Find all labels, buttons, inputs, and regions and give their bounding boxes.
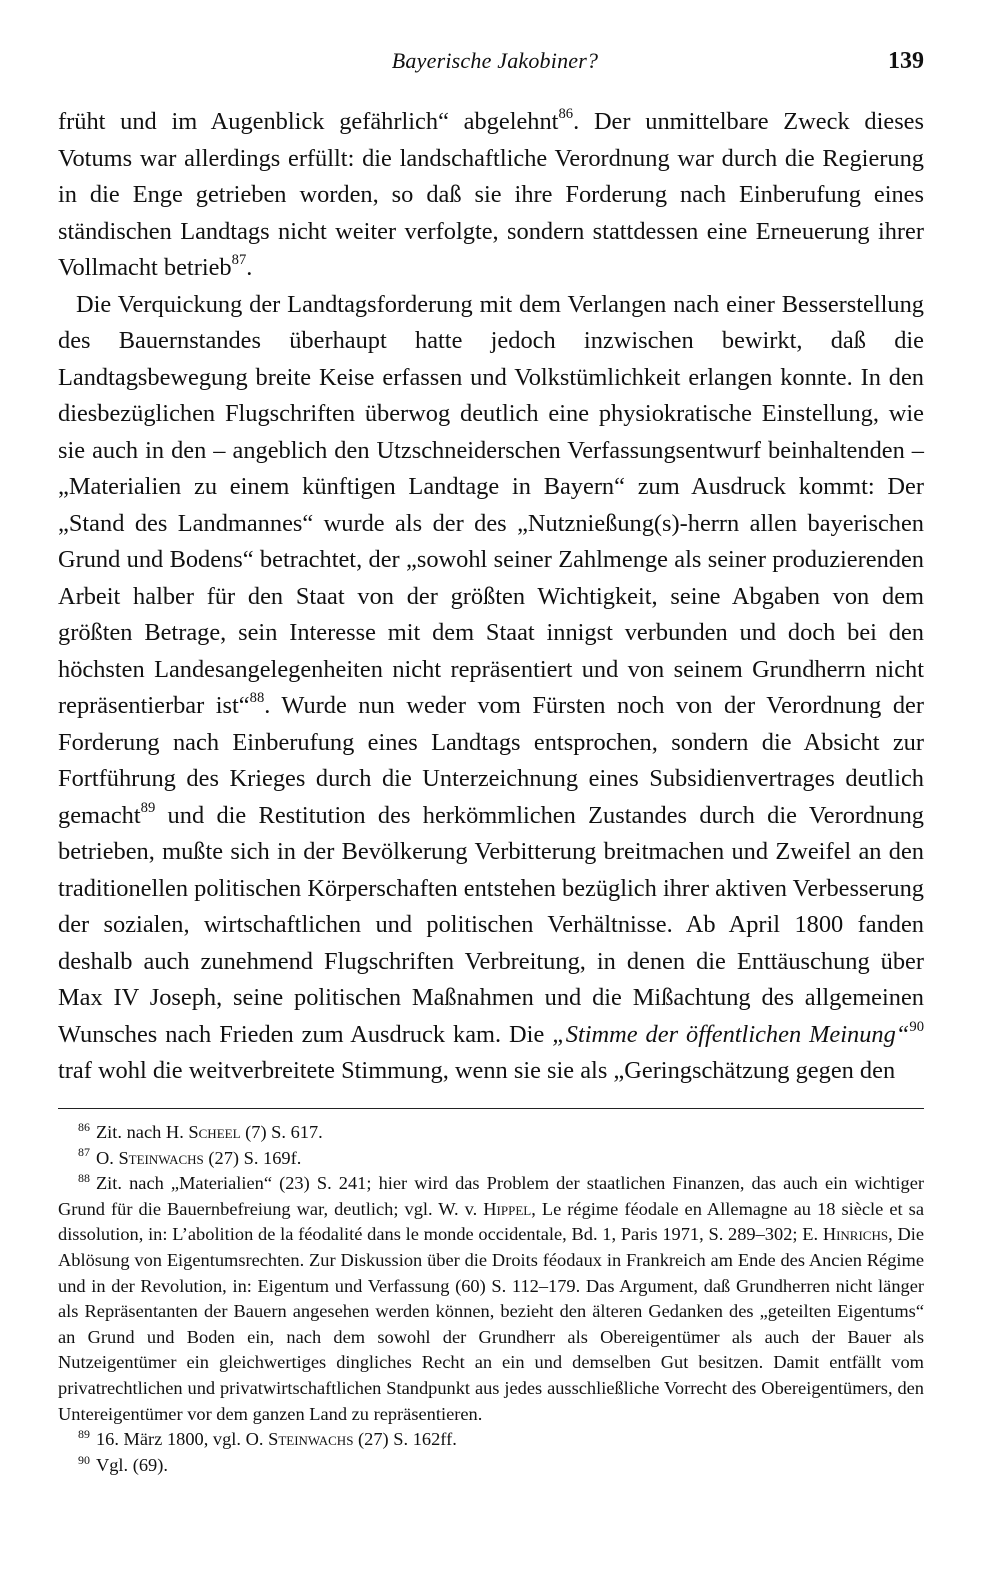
author-name: Scheel	[188, 1122, 241, 1142]
author-name: Steinwachs	[118, 1147, 204, 1168]
author-name: Hinrichs	[822, 1224, 889, 1245]
page-number: 139	[888, 48, 924, 74]
footnote-87	[58, 1146, 924, 1172]
footnote-number: 88	[78, 1171, 90, 1186]
footnote-ref-89[interactable]: 89	[140, 799, 156, 816]
paragraph-text: . Wurde nun weder vom Fürsten noch von der Verordnung der Forderung nach Einberufung eines Landtags entsprochen, sondern die Absicht zur Fortführung des Krieges durch die Unterzeichnung eines Subsidienvertrages deutlich gemacht	[58, 692, 924, 829]
footnote-ref-90[interactable]: 90	[909, 1018, 924, 1035]
footnote-number: 89	[78, 1426, 90, 1441]
footnote-ref-87[interactable]: 87	[231, 252, 247, 269]
footnote-divider	[58, 1108, 924, 1109]
footnote-text: (7) S. 617.	[240, 1122, 323, 1142]
footnote-text: (27) S. 169f.	[203, 1147, 302, 1168]
footnote-text: Zit. nach „Materialien“ (23) S. 241; hier wird das Problem der staatlichen Finanzen, das auch ein wichtiger Grund für die Bauernbefreiung war, deutlich; vgl. W. v.	[58, 1173, 924, 1219]
author-name: Hippel	[483, 1198, 532, 1219]
italic-quote: „Stimme der öffentlichen Meinung“	[552, 1020, 910, 1048]
footnote-ref-88[interactable]: 88	[249, 690, 265, 707]
footnote-text: Zit. nach H.	[95, 1122, 189, 1142]
footnote-ref-86[interactable]: 86	[558, 106, 574, 123]
footnote-number: 86	[78, 1119, 90, 1134]
footnote-text: O.	[95, 1147, 119, 1168]
footnotes	[58, 1120, 924, 1478]
footnote-90	[58, 1453, 924, 1479]
page-header	[60, 42, 930, 82]
paragraph-text: .	[246, 254, 253, 281]
footnote-89	[58, 1427, 924, 1453]
paragraph-text: traf wohl die weitverbreitete Stimmung, wenn sie sie als „Geringschätzung gegen den	[58, 1057, 896, 1084]
footnote-text: , Le régime féodale en Allemagne au 18 siècle et sa dissolution, in: L’abolition de la féodalité dans le monde occidentale, Bd. 1, Paris 1971, S. 289–302; E.	[58, 1198, 924, 1245]
paragraph-text: Die Verquickung der Landtagsforderung mit dem Verlangen nach einer Besserstellung des Bauernstandes überhaupt hatte jedoch inzwischen bewirkt, daß die Landtagsbewegung breite Keise erfassen und Volkstümlichkeit erlangen konnte. In den diesbezüglichen Flugschriften überwog deutlich eine physiokratische Einstellung, wie sie auch in den – angeblich den Utzschneiderschen Verfassungsentwurf beinhaltenden – „Materialien zu einem künftigen Landtage in Bayern“ zum Ausdruck kommt: Der „Stand des Landmannes“ wurde als der des „Nutznießung(s)-herrn allen bayerischen Grund und Bodens“ betrachtet, der „sowohl seiner Zahlmenge als seiner produzierenden Arbeit halber für den Staat von der größten Wichtigkeit, seine Abgaben von dem größten Betrage, sein Interesse mit dem Staat innigst verbunden und doch bei den höchsten Landesangelegenheiten nicht repräsentiert und von seinem Grundherrn nicht repräsentierbar ist“	[58, 290, 924, 719]
footnote-number: 90	[78, 1452, 90, 1467]
paragraph-2	[58, 287, 924, 1090]
footnote-text: Vgl. (69).	[95, 1454, 168, 1475]
body-text	[58, 104, 924, 1090]
paragraph-text: und die Restitution des herkömmlichen Zustandes durch die Verordnung betrieben, mußte sich in der Bevölkerung Verbitterung breitmachen und Zweifel an den traditionellen politischen Körperschaften entstehen bezüglich ihrer aktiven Verbesserung der sozialen, wirtschaftlichen und politischen Verhältnisse. Ab April 1800 fanden deshalb auch zunehmend Flugschriften Verbreitung, in denen die Enttäuschung über Max IV Joseph, seine politischen Maßnahmen und die Mißachtung des allgemeinen Wunsches nach Frieden zum Ausdruck kam. Die	[58, 801, 924, 1048]
paragraph-text: früht und im Augenblick gefährlich“ abgelehnt	[58, 108, 559, 135]
footnote-88	[58, 1171, 924, 1427]
footnote-86	[58, 1120, 924, 1146]
footnote-number: 87	[78, 1145, 90, 1160]
paragraph-1	[58, 104, 924, 287]
running-title: Bayerische Jakobiner?	[391, 48, 599, 73]
footnote-text: , Die Ablösung von Eigentumsrechten. Zur Diskussion über die Droits féodaux in Frankreich am Ende des Ancien Régime und in der Revolution, in: Eigentum und Verfassung (60) S. 112–179. Das Argument, daß Grundherren nicht länger als Repräsentanten der Bauern angesehen werden können, bezieht den älteren Gedanken des „geteilten Eigentums“ an Grund und Boden ein, nach dem sowohl der Grundherr als Obereigentümer als auch der Bauer als Nutzeigentümer ein gleichwertiges dingliches Recht an ein und demselben Gut besitzen. Damit entfällt vom privatrechtlichen und privatwirtschaftlichen Standpunkt aus jedes ausschließliche Vorrecht des Obereigentümers, den Untereigentümer vor dem ganzen Land zu repräsentieren.	[58, 1224, 924, 1424]
author-name: Steinwachs	[268, 1429, 354, 1450]
footnote-text: (27) S. 162ff.	[353, 1429, 457, 1450]
paragraph-text: . Der unmittelbare Zweck dieses Votums war allerdings erfüllt: die landschaftliche Verordnung war durch die Regierung in die Enge getrieben worden, so daß sie ihre Forderung nach Einberufung eines ständischen Landtags nicht weiter verfolgte, sondern stattdessen eine Erneuerung ihrer Vollmacht betrieb	[58, 108, 924, 281]
footnote-text: 16. März 1800, vgl. O.	[95, 1429, 269, 1450]
